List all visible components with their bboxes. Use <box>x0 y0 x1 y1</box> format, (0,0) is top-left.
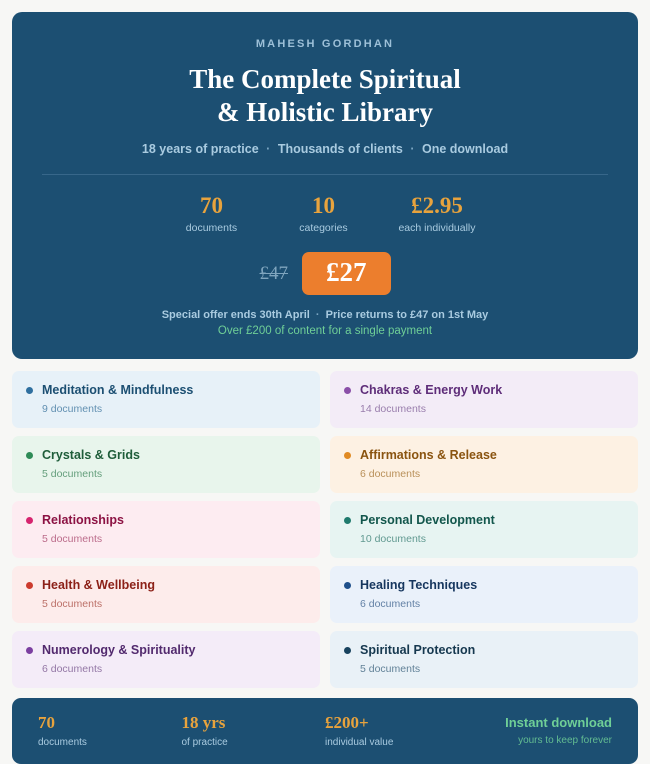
original-price: £47 <box>259 262 288 284</box>
category-count: 5 documents <box>42 598 103 611</box>
author-name: MAHESH GORDHAN <box>255 38 395 50</box>
category-card-chakras-energy-work[interactable] <box>330 371 638 428</box>
bullet-dot-icon <box>344 517 351 524</box>
footer-cta-value: Instant download <box>505 714 612 730</box>
price-row <box>42 252 608 295</box>
category-name: Healing Techniques <box>360 578 478 593</box>
category-count: 6 documents <box>360 468 421 481</box>
footer-instant-download <box>469 716 613 746</box>
title-line-2: & Holistic Library <box>217 96 433 127</box>
separator-dot-icon: · <box>410 141 415 156</box>
category-name: Meditation & Mindfulness <box>42 383 194 398</box>
category-name: Affirmations & Release <box>360 448 497 463</box>
footer-stat-value-total <box>325 713 469 748</box>
value-statement: Over £200 of content for a single payment <box>217 325 433 338</box>
category-count: 14 documents <box>360 403 426 416</box>
offer-terms <box>42 309 608 321</box>
stats-row <box>42 193 608 234</box>
footer-stat-practice <box>182 713 326 748</box>
footer-stat-value: £200+ <box>325 713 369 733</box>
hero-section <box>12 12 638 359</box>
title-line-1: The Complete Spiritual <box>189 64 461 94</box>
category-card-health-wellbeing[interactable] <box>12 566 320 623</box>
category-card-personal-development[interactable] <box>330 501 638 558</box>
hero-subtitle-clients: Thousands of clients <box>277 141 403 156</box>
stat-value: 70 <box>199 192 223 218</box>
bullet-dot-icon <box>344 452 351 459</box>
offer-end-date: Special offer ends 30th April <box>161 309 310 322</box>
stat-value: 10 <box>311 192 335 218</box>
stat-value: £2.95 <box>411 192 463 218</box>
category-count: 5 documents <box>360 663 421 676</box>
separator-dot-icon: · <box>315 309 320 322</box>
stat-label: each individually <box>398 222 476 235</box>
sale-price-badge[interactable]: £27 <box>302 252 391 295</box>
bullet-dot-icon <box>26 387 33 394</box>
category-card-affirmations-release[interactable] <box>330 436 638 493</box>
category-count: 5 documents <box>42 468 103 481</box>
stat-label: documents <box>185 222 238 235</box>
category-name: Crystals & Grids <box>42 448 140 463</box>
offer-price-return: Price returns to £47 on 1st May <box>325 309 489 322</box>
stat-label: categories <box>299 222 348 235</box>
hero-subtitle <box>42 142 608 156</box>
footer-stat-label: documents <box>38 736 87 748</box>
category-count: 9 documents <box>42 403 103 416</box>
separator-dot-icon: · <box>266 141 271 156</box>
category-count: 10 documents <box>360 533 426 546</box>
category-card-relationships[interactable] <box>12 501 320 558</box>
hero-subtitle-practice: 18 years of practice <box>141 141 259 156</box>
footer-stat-value: 18 yrs <box>181 713 226 733</box>
page-title <box>42 63 608 129</box>
hero-subtitle-download: One download <box>421 141 509 156</box>
category-card-healing-techniques[interactable] <box>330 566 638 623</box>
footer-cta-label: yours to keep forever <box>518 734 612 746</box>
bullet-dot-icon <box>344 582 351 589</box>
category-count: 5 documents <box>42 533 103 546</box>
bullet-dot-icon <box>26 582 33 589</box>
footer-summary-bar <box>12 698 638 764</box>
category-name: Relationships <box>42 513 124 528</box>
category-card-numerology-spirituality[interactable] <box>12 631 320 688</box>
category-name: Health & Wellbeing <box>42 578 155 593</box>
bullet-dot-icon <box>344 647 351 654</box>
category-name: Chakras & Energy Work <box>360 383 503 398</box>
stat-unit-price <box>398 193 475 234</box>
category-card-spiritual-protection[interactable] <box>330 631 638 688</box>
footer-stat-label: of practice <box>181 736 228 748</box>
footer-stat-value: 70 <box>38 713 55 733</box>
category-count: 6 documents <box>360 598 421 611</box>
bullet-dot-icon <box>26 517 33 524</box>
stat-documents <box>174 193 248 234</box>
bullet-dot-icon <box>26 452 33 459</box>
category-count: 6 documents <box>42 663 103 676</box>
bullet-dot-icon <box>344 387 351 394</box>
category-name: Numerology & Spirituality <box>42 643 196 658</box>
footer-stat-label: individual value <box>325 736 394 748</box>
category-card-meditation-mindfulness[interactable] <box>12 371 320 428</box>
category-grid <box>12 371 638 688</box>
stat-categories <box>286 193 360 234</box>
divider <box>42 174 608 175</box>
footer-stat-documents <box>38 713 182 748</box>
category-name: Personal Development <box>360 513 495 528</box>
category-name: Spiritual Protection <box>360 643 476 658</box>
bullet-dot-icon <box>26 647 33 654</box>
category-card-crystals-grids[interactable] <box>12 436 320 493</box>
